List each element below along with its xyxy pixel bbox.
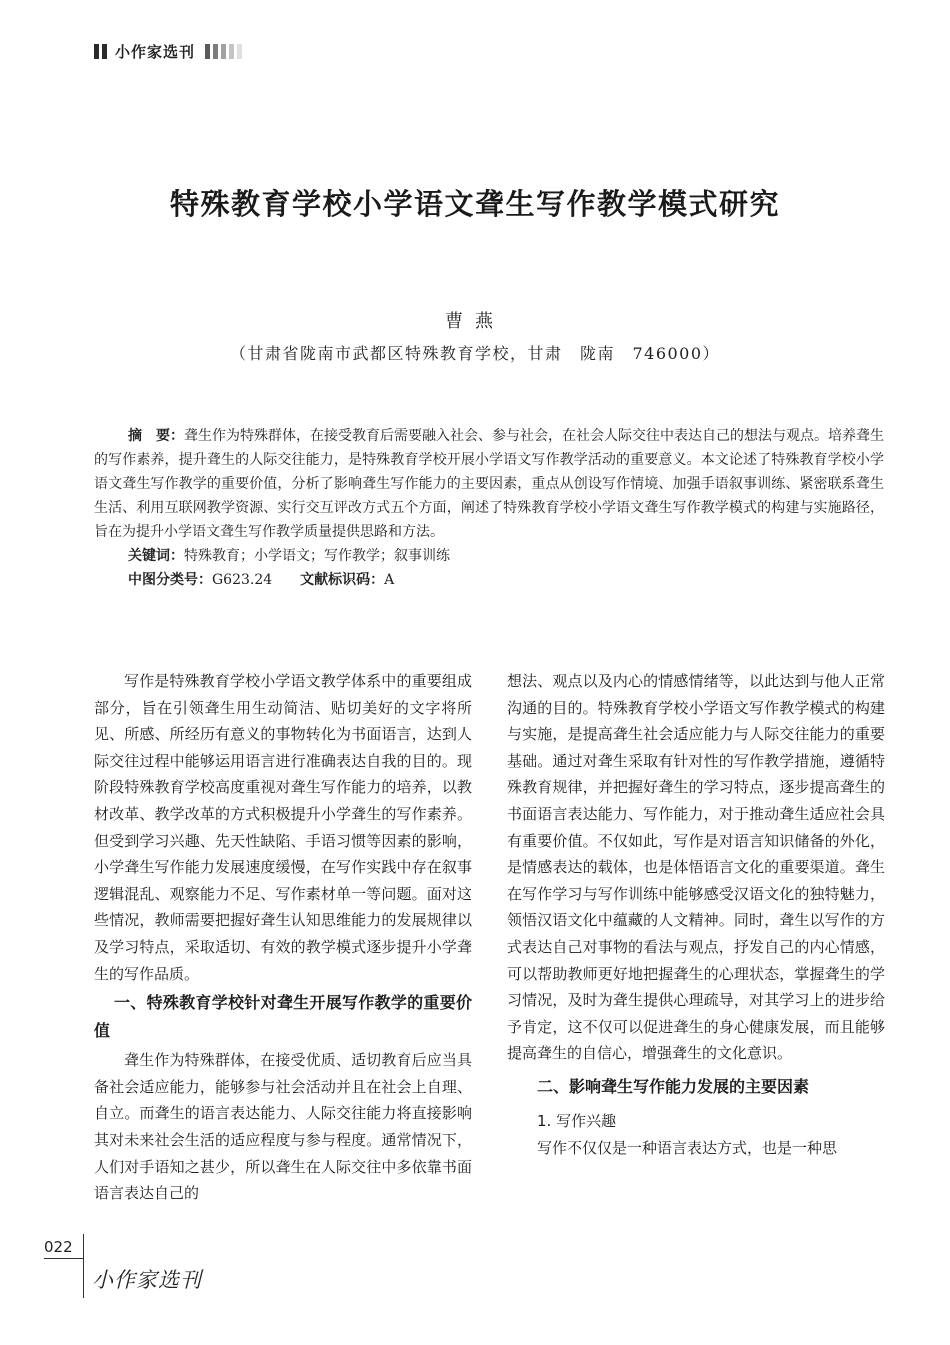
abstract-text: 聋生作为特殊群体，在接受教育后需要融入社会、参与社会，在社会人际交往中表达自己的想法与观点。培养聋生的写作素养，提升聋生的人际交往能力，是特殊教育学校开展小学语文写作教学活动的重要意义。本文论述了特殊教育学校小学语文聋生写作教学的重要价值，分析了影响聋生写作能力的主要因素，重点从创设写作情境、加强手语叙事训练、紧密联系聋生生活、利用互联网教学资源、实行交互评改方式五个方面，阐述了特殊教育学校小学语文聋生写作教学模式的构建与实施路径，旨在为提升小学语文聋生写作教学质量提供思路和方法。 (94, 428, 884, 540)
section-heading-1: 一、特殊教育学校针对聋生开展写作教学的重要价值 (94, 993, 472, 1041)
article-author: 曹燕 (445, 311, 505, 332)
keywords-line (94, 544, 884, 568)
right-column (507, 668, 885, 1162)
abstract-label: 摘 要： (128, 428, 184, 444)
abstract-block (94, 424, 884, 592)
subsection-1-paragraph: 写作不仅仅是一种语言表达方式，也是一种思 (537, 1138, 838, 1157)
footer-rule-horizontal (44, 1258, 84, 1259)
footer-rule-vertical (83, 1234, 84, 1298)
section-1-continuation: 想法、观点以及内心的情感情绪等，以此达到与他人正常沟通的目的。特殊教育学校小学语文写作教学模式的构建与实施，是提高聋生社会适应能力与人际交往能力的重要基础。通过对聋生采取有针对性的写作教学措施，遵循特殊教育规律，并把握好聋生的学习特点，逐步提高聋生的书面语言表达能力、写作能力，对于推动聋生适应社会具有重要价值。不仅如此，写作是对语言知识储备的外化，是情感表达的载体，也是体悟语言文化的重要渠道。聋生在写作学习与写作训练中能够感受汉语文化的独特魅力，领悟汉语文化中蕴藏的人文精神。同时，聋生以写作的方式表达自己对事物的看法与观点，抒发自己的内心情感，可以帮助教师更好地把握聋生的心理状态，掌握聋生的学习情况，及时为聋生提供心理疏导，对其学习上的进步给予肯定，这不仅可以促进聋生的身心健康发展，而且能够提高聋生的自信心，增强聋生的文化意识。 (507, 672, 885, 1063)
keywords-text: 特殊教育；小学语文；写作教学；叙事训练 (184, 548, 450, 564)
author-affiliation: （甘肃省陇南市武都区特殊教育学校，甘肃 陇南 746000） (229, 344, 721, 363)
doc-code-value: A (384, 572, 395, 588)
header-magazine-name: 小作家选刊 (115, 42, 196, 61)
clc-value: G623.24 (212, 572, 273, 588)
footer-magazine-logo: 小作家选刊 (92, 1268, 202, 1292)
subsection-heading-1: 1. 写作兴趣 (537, 1111, 617, 1130)
abstract-paragraph (94, 424, 884, 544)
fade-bar (237, 44, 242, 59)
left-column (94, 668, 472, 1207)
section-heading-2: 二、影响聋生写作能力发展的主要因素 (537, 1076, 810, 1096)
classification-line (94, 568, 884, 592)
clc-label: 中图分类号： (128, 572, 212, 588)
doc-code-label: 文献标识码： (300, 572, 385, 588)
keywords-label: 关键词： (128, 548, 184, 564)
fade-bar (205, 44, 210, 59)
fade-bar (229, 44, 234, 59)
section-1-paragraph: 聋生作为特殊群体，在接受优质、适切教育后应当具备社会适应能力，能够参与社会活动并且在社会上自理、自立。而聋生的语言表达能力、人际交往能力将直接影响其对未来社会生活的适应程度与参与程度。通常情况下，人们对手语知之甚少，所以聋生在人际交往中多依靠书面语言表达自己的 (94, 1051, 472, 1203)
intro-paragraph: 写作是特殊教育学校小学语文教学体系中的重要组成部分，旨在引领聋生用生动简洁、贴切美好的文字将所见、所感、所经历有意义的事物转化为书面语言，达到人际交往过程中能够运用语言进行准确表达自我的目的。现阶段特殊教育学校高度重视对聋生写作能力的培养，以教材改革、教学改革的方式积极提升小学聋生的写作素养。但受到学习兴趣、先天性缺陷、手语习惯等因素的影响，小学聋生写作能力发展速度缓慢，在写作实践中存在叙事逻辑混乱、观察能力不足、写作素材单一等问题。面对这些情况，教师需要把握好聋生认知思维能力的发展规律以及学习特点，采取适切、有效的教学模式逐步提升小学聋生的写作品质。 (94, 672, 472, 983)
header-fade-bars-icon (205, 44, 242, 59)
header-bars-icon (94, 44, 107, 59)
running-header (94, 40, 242, 62)
article-title: 特殊教育学校小学语文聋生写作教学模式研究 (169, 187, 780, 221)
fade-bar (221, 44, 226, 59)
fade-bar (213, 44, 218, 59)
page-number: 022 (44, 1238, 73, 1256)
